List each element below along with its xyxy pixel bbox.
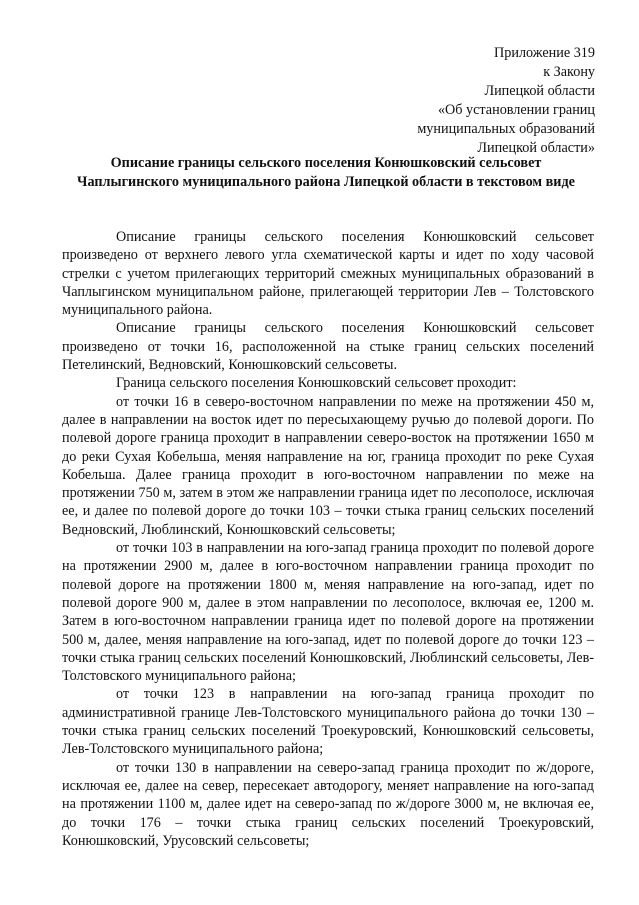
- document-body: [62, 228, 594, 850]
- body-paragraph: Описание границы сельского поселения Конюшковский сельсовет произведено от точки 16, расположенной на стыке границ сельских поселений Петелинский, Ведновский, Конюшковский сельсоветы.: [62, 320, 594, 374]
- appendix-header: [295, 44, 595, 158]
- body-paragraph: от точки 103 в направлении на юго-запад граница проходит по полевой дороге на протяжении 2900 м, далее в юго-восточном направлении граница проходит по полевой дороге на протяжении 1800 м, меняя направление на юго-запад, идет по полевой дороге 900 м, далее в этом направлении по лесополосе, включая ее, 1200 м. Затем в юго-восточном направлении граница идет по полевой дороге на протяжении 500 м, далее, меняя направление на юго-запад, идет по полевой дороге до точки 123 – точки стыка границ сельских поселений Конюшковский, Люблинский сельсоветы, Лев-Толстовского муниципального района;: [62, 540, 594, 685]
- body-paragraph: от точки 130 в направлении на северо-запад граница проходит по ж/дороге, исключая ее, далее на север, пересекает автодорогу, меняет направление на юго-запад на протяжении 1100 м, далее идет на северо-запад по ж/дороге 3000 м, не включая ее, до точки 176 – точки стыка границ сельских поселений Троекуровский, Конюшковский, Урусовский сельсоветы;: [62, 759, 594, 849]
- appendix-line: муниципальных образований: [417, 121, 595, 137]
- appendix-line: к Закону: [543, 64, 595, 80]
- body-paragraph: от точки 16 в северо-восточном направлении по меже на протяжении 450 м, далее в направлении на восток идет по пересыхающему ручью до полевой дороги. По полевой дороге граница проходит в направлении северо-восток на протяжении 1650 м до реки Сухая Кобельша, меняя направление на юг, граница проходит по реке Сухая Кобельша. Далее граница проходит в юго-восточном направлении по меже на протяжении 750 м, затем в этом же направлении граница идет по лесополосе, исключая ее, и далее по полевой дороге до точки 103 – точки стыка границ сельских поселений Ведновский, Люблинский, Конюшковский сельсоветы;: [62, 393, 594, 538]
- body-paragraph: Граница сельского поселения Конюшковский сельсовет проходит:: [116, 375, 517, 392]
- appendix-line: Приложение 319: [494, 45, 595, 61]
- appendix-line: «Об установлении границ: [437, 102, 595, 118]
- appendix-line: Липецкой области»: [477, 140, 595, 156]
- body-paragraph: от точки 123 в направлении на юго-запад граница проходит по административной границе Лев-Толстовского муниципального района до точки 130 – точки стыка границ сельских поселений Троекуровский, Конюшковский сельсоветы, Лев-Толстовского муниципального района;: [62, 686, 594, 758]
- body-paragraph: Описание границы сельского поселения Конюшковский сельсовет произведено от верхнего левого угла схематической карты и идет по ходу часовой стрелки с учетом прилегающих территорий смежных муниципальных образований в Чаплыгинском муниципальном районе, прилегающей территории Лев – Толстовского муниципального района.: [62, 229, 594, 319]
- document-title: Описание границы сельского поселения Конюшковский сельсовет Чаплыгинского муниципального района Липецкой области в текстовом виде: [77, 155, 575, 190]
- appendix-line: Липецкой области: [484, 83, 595, 99]
